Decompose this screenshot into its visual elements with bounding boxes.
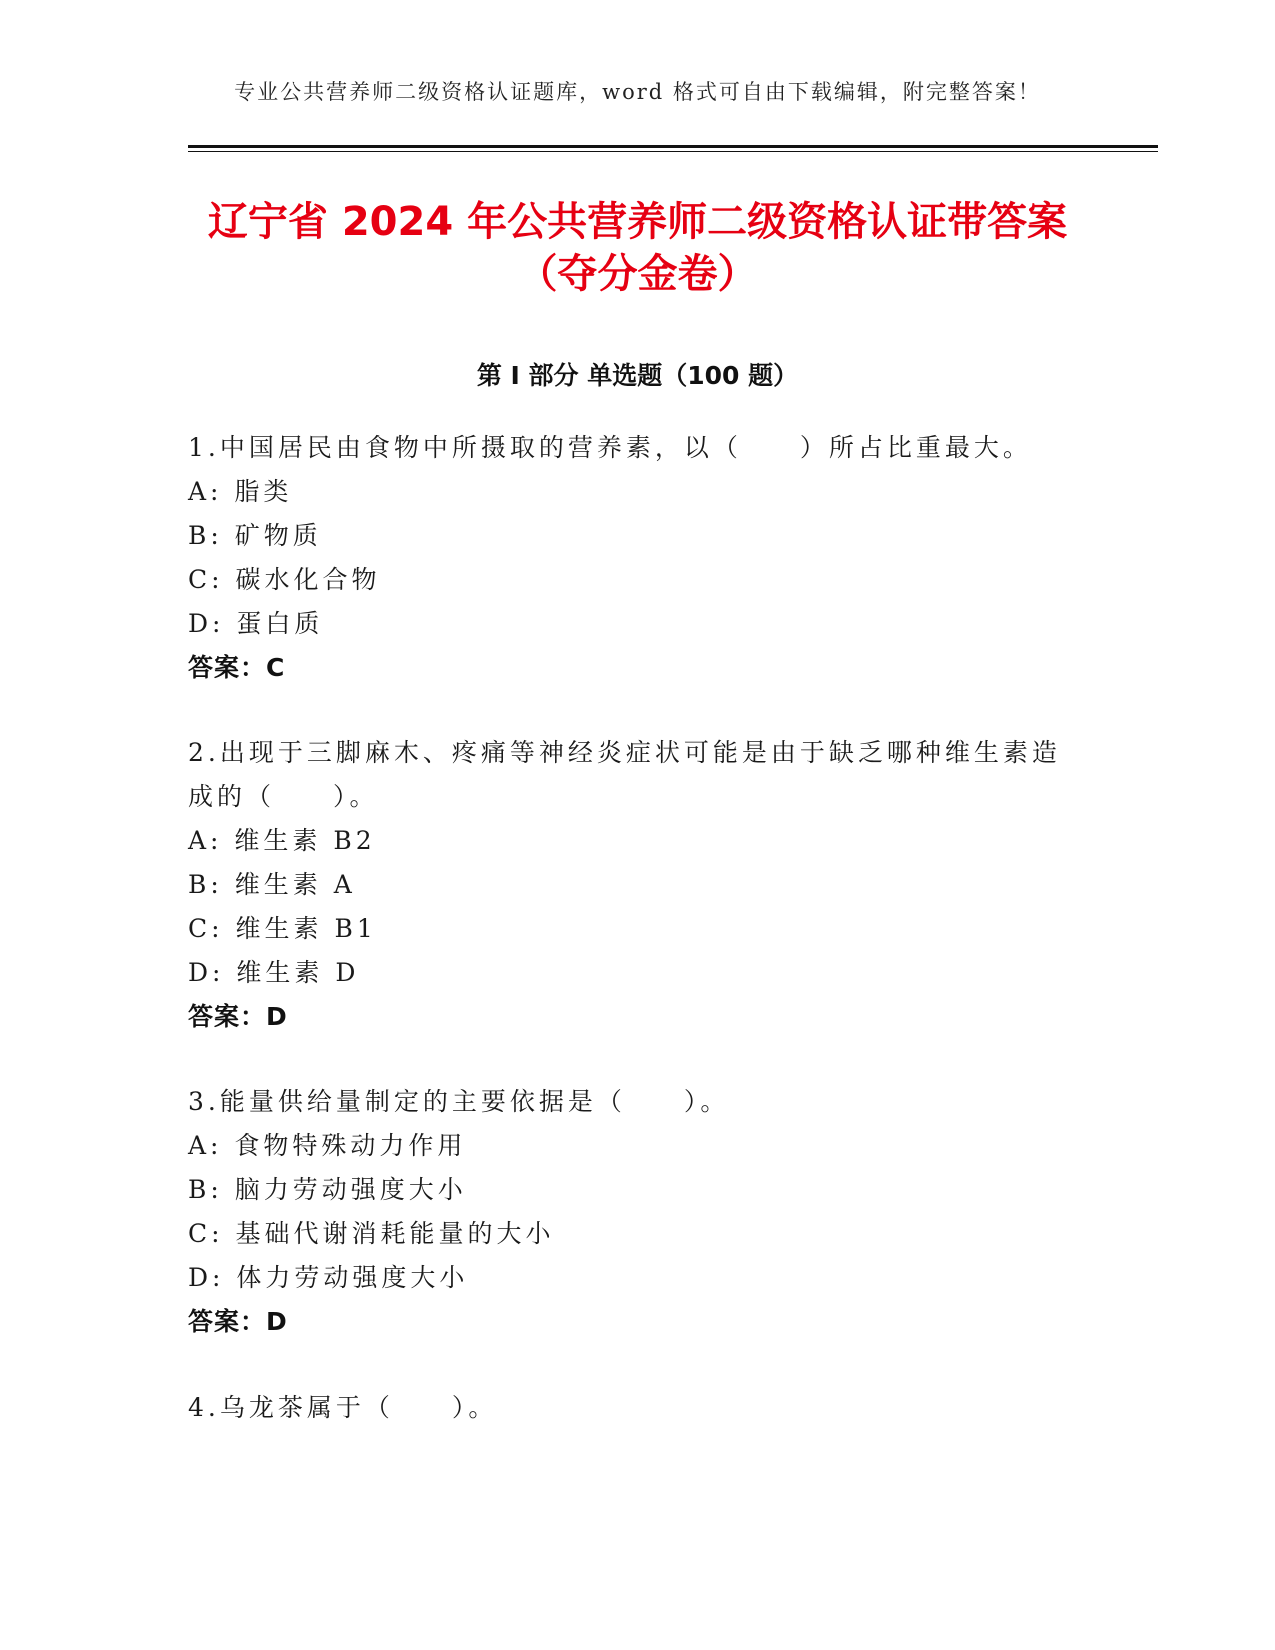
question-1-stem: 1.中国居民由食物中所摄取的营养素，以（ ）所占比重最大。 bbox=[188, 433, 1032, 462]
question-1-option-c: C: 碳水化合物 bbox=[188, 565, 381, 594]
question-3-answer: 答案：D bbox=[188, 1307, 288, 1336]
question-3-option-c: C: 基础代谢消耗能量的大小 bbox=[188, 1219, 555, 1248]
question-1-option-a: A: 脂类 bbox=[188, 477, 293, 506]
question-4-stem: 4.乌龙茶属于（ ）。 bbox=[188, 1393, 498, 1422]
section-heading: 第 I 部分 单选题（100 题） bbox=[476, 361, 799, 390]
question-3-option-d: D: 体力劳动强度大小 bbox=[188, 1263, 469, 1292]
question-1-option-b: B: 矿物质 bbox=[188, 521, 322, 550]
question-2-option-a: A: 维生素 B2 bbox=[188, 826, 376, 855]
question-2-option-d: D: 维生素 D bbox=[188, 958, 360, 987]
header-divider-thin bbox=[188, 151, 1158, 152]
question-2-option-b: B: 维生素 A bbox=[188, 870, 356, 899]
question-3-option-b: B: 脑力劳动强度大小 bbox=[188, 1175, 467, 1204]
page-header: 专业公共营养师二级资格认证题库，word 格式可自由下载编辑，附完整答案！ bbox=[234, 80, 1041, 104]
question-3-option-a: A: 食物特殊动力作用 bbox=[188, 1131, 467, 1160]
question-3-stem: 3.能量供给量制定的主要依据是（ ）。 bbox=[188, 1087, 730, 1116]
question-1-option-d: D: 蛋白质 bbox=[188, 609, 324, 638]
question-2-stem-line-2: 成的（ ）。 bbox=[188, 782, 379, 811]
question-1-answer: 答案：C bbox=[188, 653, 286, 682]
header-divider-thick bbox=[188, 145, 1158, 148]
question-2-stem-line-1: 2.出现于三脚麻木、疼痛等神经炎症状可能是由于缺乏哪种维生素造 bbox=[188, 738, 1061, 767]
question-2-option-c: C: 维生素 B1 bbox=[188, 914, 377, 943]
question-2-answer: 答案：D bbox=[188, 1002, 288, 1031]
document-title: 辽宁省 2024 年公共营养师二级资格认证带答案（夺分金卷） bbox=[207, 199, 1068, 297]
